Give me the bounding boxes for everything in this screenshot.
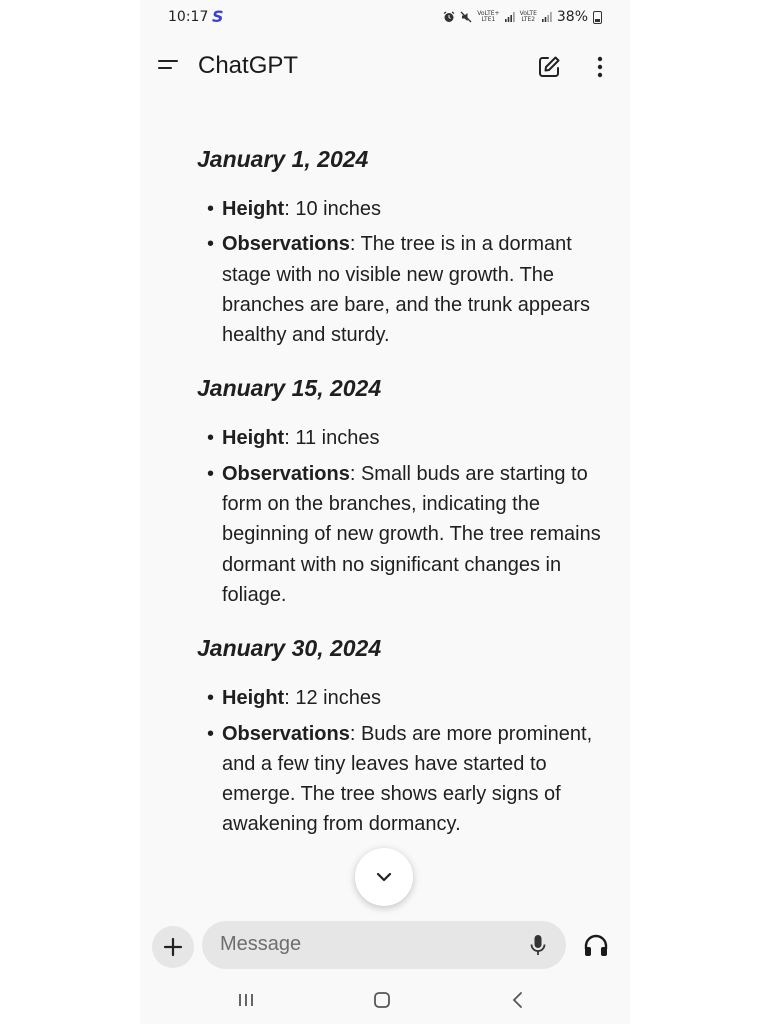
observations-label: Observations [222,233,350,256]
app-title: ChatGPT [198,52,299,79]
height-label: Height [222,198,285,220]
recents-icon[interactable] [236,992,256,1008]
mute-icon [460,11,472,23]
observations-text: : The tree is in a dormant stage with no visible new growth. The branches are bare, and the trunk appears healthy and sturdy. [222,233,591,347]
battery-icon [593,11,602,24]
carrier-logo: S [212,7,224,26]
entry-section [197,629,607,839]
height-item [197,194,607,224]
message-input[interactable] [202,921,566,969]
back-icon[interactable] [510,991,526,1009]
observations-text: : Small buds are starting to form on the branches, indicating the beginning of new growth. The tree remains dormant with no significant changes in foliage. [222,462,601,606]
status-bar [140,0,630,34]
height-value: : 11 inches [284,427,380,450]
height-item [197,683,607,713]
chat-message [197,140,607,845]
status-icons [443,9,602,25]
height-label: Height [222,687,285,710]
entry-section [197,140,607,350]
volte-lte1-icon [477,11,499,23]
observations-text: : Buds are more prominent, and a few tiny leaves have started to emerge. The tree shows early signs of awakening from dormancy. [222,722,593,836]
entry-bullets [197,683,607,839]
entry-bullets [197,194,607,350]
plus-icon [162,936,184,958]
sim1-label-bottom: LTE1 [481,16,496,23]
sim1-label-top: VoLTE+ [477,10,500,17]
height-item [197,423,607,453]
message-placeholder: Message [220,933,302,955]
menu-icon[interactable] [158,56,182,78]
observations-item [197,459,607,610]
observations-item [197,229,607,350]
app-bar [140,40,630,94]
signal-icon [542,12,552,22]
alarm-icon [443,11,455,23]
entry-section [197,369,607,610]
system-nav-bar [140,980,630,1020]
signal-icon [505,12,515,22]
entry-date: January 30, 2024 [197,635,382,662]
phone-screen [140,0,630,1024]
observations-label: Observations [222,722,350,745]
status-time: 10:17 [168,9,209,25]
scroll-to-bottom-button[interactable] [355,848,413,906]
entry-date: January 15, 2024 [197,375,382,402]
volte-lte2-icon [520,11,537,23]
entry-date: January 1, 2024 [197,146,369,172]
entry-bullets [197,423,607,610]
chevron-down-icon [373,866,395,888]
composer-bar [140,918,630,974]
observations-label: Observations [222,462,350,485]
height-label: Height [222,427,285,450]
headphones-icon[interactable] [582,932,610,960]
more-options-icon[interactable] [590,54,610,80]
new-chat-icon[interactable] [536,54,562,80]
battery-percent: 38% [556,9,588,25]
observations-item [197,719,607,840]
height-value: : 10 inches [284,198,381,220]
home-icon[interactable] [373,991,391,1009]
mic-icon[interactable] [528,933,548,959]
attach-button[interactable] [152,926,194,968]
sim2-label-bottom: LTE2 [521,16,536,23]
height-value: : 12 inches [284,687,381,710]
sim2-label-top: VoLTE [519,10,537,17]
